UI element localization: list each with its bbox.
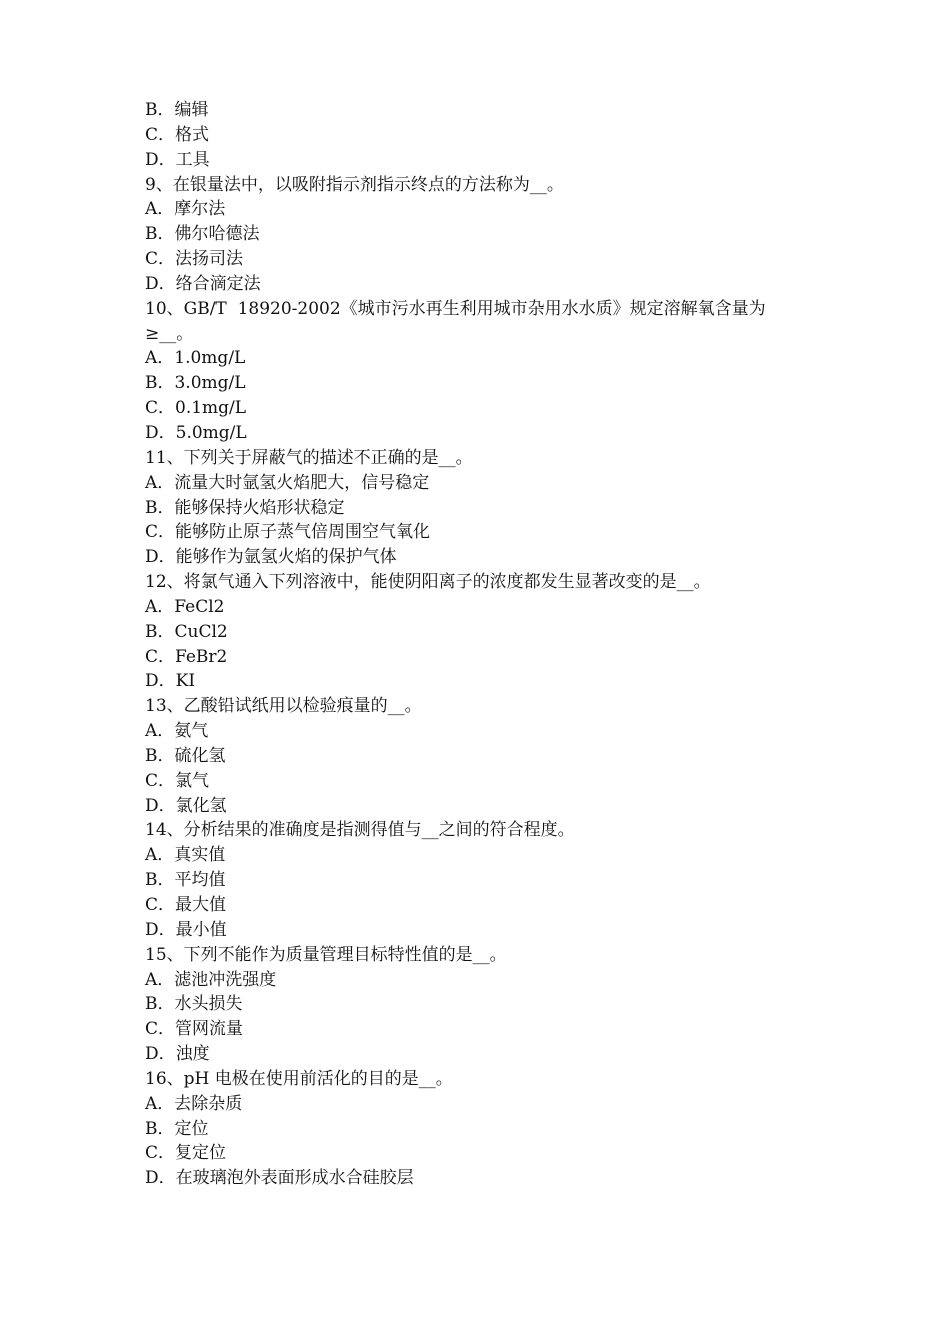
document-page (145, 98, 815, 1191)
question-stem: 16、pH 电极在使用前活化的目的是__。 (145, 1068, 453, 1089)
question-stem: 15、下列不能作为质量管理目标特性值的是__。 (145, 944, 507, 965)
option: A．流量大时氩氢火焰肥大，信号稳定 (145, 472, 430, 493)
option: B．编辑 (145, 100, 209, 120)
option: D．浊度 (145, 1044, 210, 1065)
question-stem: 10、GB/T 18920-2002《城市污水再生利用城市杂用水水质》规定溶解氧含量为 (145, 298, 766, 319)
option: B．CuCl2 (145, 621, 228, 642)
question-9 (145, 173, 815, 297)
question-13 (145, 694, 815, 818)
option: D．KI (145, 671, 196, 692)
option: C．最大值 (145, 895, 227, 915)
option: C．能够防止原子蒸气倍周围空气氧化 (145, 522, 431, 543)
option: D．在玻璃泡外表面形成水合硅胶层 (145, 1168, 414, 1189)
option: B．硫化氢 (145, 745, 226, 766)
option: C．管网流量 (145, 1019, 244, 1040)
option: A．氨气 (145, 721, 209, 742)
question-stem: 14、分析结果的准确度是指测得值与__之间的符合程度。 (145, 820, 575, 841)
option: D．氯化氢 (145, 795, 227, 816)
question-stem: 9、在银量法中，以吸附指示剂指示终点的方法称为__。 (145, 174, 564, 195)
option: A．滤池冲洗强度 (145, 969, 277, 990)
question-stem: 11、下列关于屏蔽气的描述不正确的是__。 (145, 447, 473, 468)
option: D．能够作为氩氢火焰的保护气体 (145, 547, 397, 568)
option: A．摩尔法 (145, 199, 226, 220)
option: D．最小值 (145, 919, 227, 940)
option: D．络合滴定法 (145, 273, 261, 294)
option: B．3.0mg/L (145, 373, 246, 394)
question-11 (145, 446, 815, 570)
continuation-options (145, 98, 815, 173)
option: B．平均值 (145, 870, 226, 891)
question-15 (145, 943, 815, 1067)
option: A．真实值 (145, 845, 226, 866)
option: C．法扬司法 (145, 249, 244, 270)
option: B．定位 (145, 1118, 209, 1139)
option: A．FeCl2 (145, 596, 225, 617)
option: C．FeBr2 (145, 646, 228, 667)
question-stem: 12、将氯气通入下列溶液中，能使阴阳离子的浓度都发生显著改变的是__。 (145, 572, 711, 593)
option: C．氯气 (145, 770, 210, 791)
option: A．去除杂质 (145, 1093, 243, 1114)
option: D．工具 (145, 149, 210, 170)
option: B．水头损失 (145, 994, 243, 1015)
question-14 (145, 818, 815, 942)
option: B．能够保持火焰形状稳定 (145, 497, 345, 518)
option: C．0.1mg/L (145, 398, 247, 419)
option: A．1.0mg/L (145, 348, 246, 369)
option: B．佛尔哈德法 (145, 224, 260, 245)
question-16 (145, 1067, 815, 1191)
question-10 (145, 297, 815, 446)
question-stem: 13、乙酸铅试纸用以检验痕量的__。 (145, 696, 422, 717)
question-stem-continued: ≥__。 (145, 323, 194, 344)
option: C．格式 (145, 124, 210, 145)
option: D．5.0mg/L (145, 422, 247, 443)
question-12 (145, 570, 815, 694)
option: C．复定位 (145, 1143, 227, 1164)
